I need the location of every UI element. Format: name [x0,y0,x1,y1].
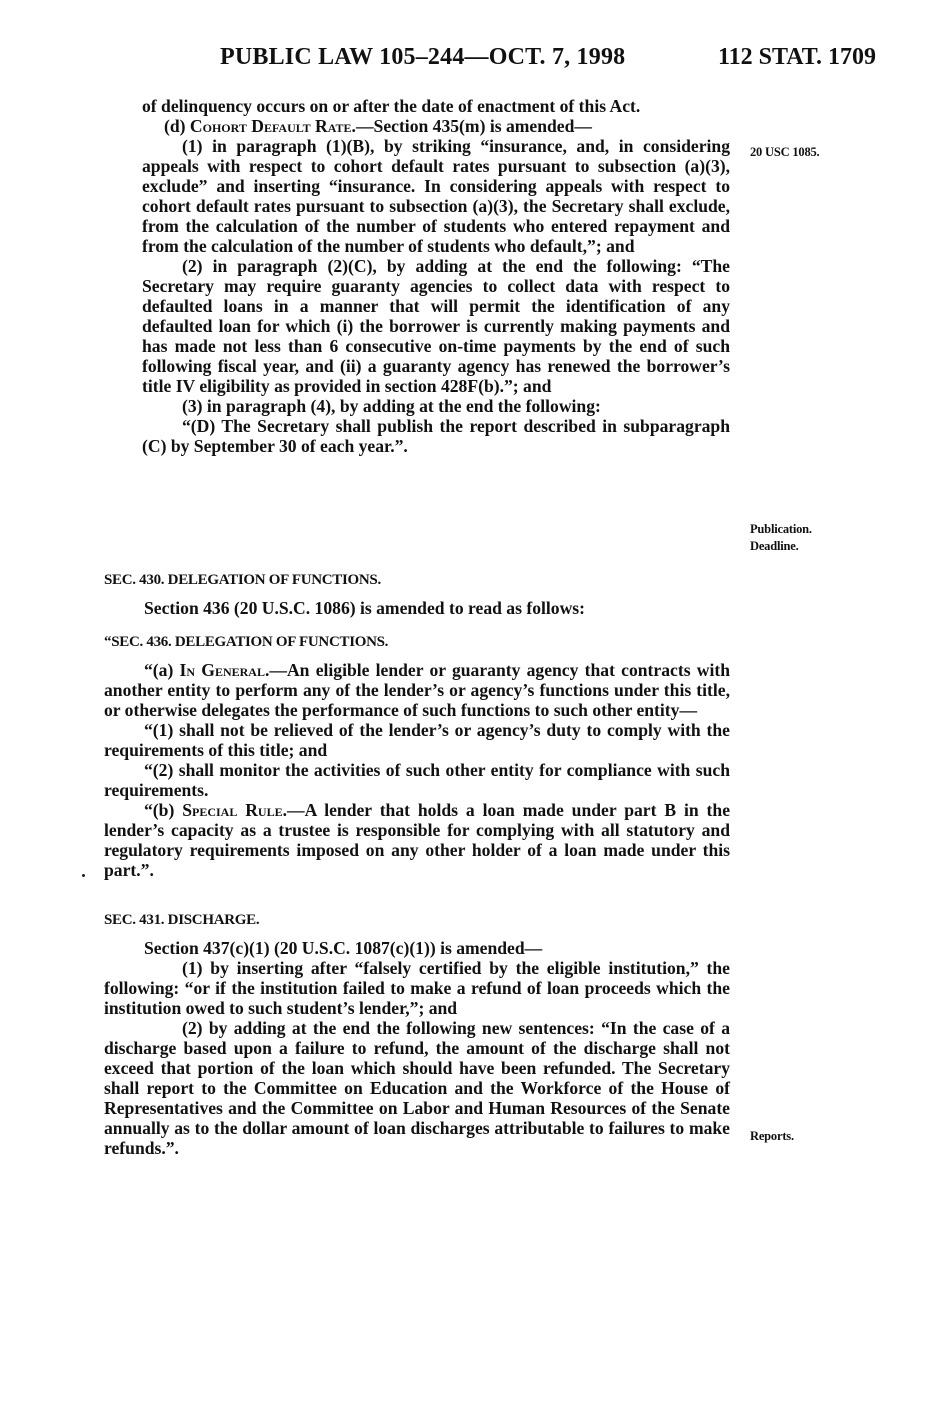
sec-431-body [104,938,730,1158]
sec-430-intro: Section 436 (20 U.S.C. 1086) is amended to read as follows: [144,598,585,618]
paragraph-2: (2) in paragraph (2)(C), by adding at the end the following: “The Secretary may require guaranty agencies to collect data with respect to defaulted loans in a manner that will permit the identification of any defaulted loan for which (i) the borrower is currently making payments and has made not less than 6 consecutive on-time payments by the end of such following fiscal year, and (ii) a guaranty agency has renewed the borrower’s title IV eligibility as provided in section 428F(b).”; and [142,256,730,396]
in-general-caps: In General [179,660,265,680]
margin-note-usc: 20 USC 1085. [750,145,820,159]
header-stat-page: 112 STAT. 1709 [717,44,876,70]
sec-436-a: “(a) In General.—An eligible lender or guaranty agency that contracts with another entity to perform any of the lender’s or agency’s functions under this title, or otherwise delegates the performance of such functions to such other entity— [104,660,730,720]
margin-note-publication: Publication. [750,522,812,536]
paragraph-1: (1) in paragraph (1)(B), by striking “insurance, and, in considering appeals with respect to cohort default rates pursuant to subsection (a)(3), exclude” and inserting “insurance. In considering appeals with respect to cohort default rates pursuant to subsection (a)(3), the Secretary shall exclude, from the calculation of the number of students who entered repayment and from the calculation of the number of students who default,”; and [142,136,730,256]
header-public-law: PUBLIC LAW 105–244—OCT. 7, 1998 [220,44,626,70]
paragraph-3-d: “(D) The Secretary shall publish the report described in subparagraph (C) by September 30 of each year.”. [142,416,730,456]
special-rule-caps: Special Rule [182,800,283,820]
subsection-d-heading: (d) Cohort Default Rate.—Section 435(m) is amended— [164,116,592,136]
sec-431-heading: SEC. 431. DISCHARGE. [104,912,260,928]
cohort-default-rate-caps: Cohort Default Rate [189,116,352,136]
sec-430-heading: SEC. 430. DELEGATION OF FUNCTIONS. [104,572,381,588]
sec-436-body [104,660,730,880]
top-body [142,96,730,456]
sec-431-intro: Section 437(c)(1) (20 U.S.C. 1087(c)(1)) is amended— [144,938,543,958]
sec-436-b: “(b) Special Rule.—A lender that holds a loan made under part B in the lender’s capacity as a trustee is responsible for complying with all statutory and regulatory requirements imposed on any other holder of a loan made under this part.”. [104,800,731,880]
paragraph-3: (3) in paragraph (4), by adding at the end the following: [182,396,601,416]
sec-436-a1: “(1) shall not be relieved of the lender’s or agency’s duty to comply with the requirements of this title; and [104,720,730,760]
sec-436-a2: “(2) shall monitor the activities of such other entity for compliance with such requirements. [104,760,730,800]
sec-430-intro-block [104,598,730,618]
page-header [0,44,946,84]
sec-431-p1: (1) by inserting after “falsely certified by the eligible institution,” the following: “or if the institution failed to make a refund of loan proceeds which the institution owed to such student’s lender,”; and [104,958,730,1018]
paragraph-delinquency: of delinquency occurs on or after the date of enactment of this Act. [142,96,641,116]
margin-note-deadline: Deadline. [750,539,799,553]
sec-436-heading: “SEC. 436. DELEGATION OF FUNCTIONS. [104,634,389,650]
margin-note-reports: Reports. [750,1129,794,1143]
sec-431-p2: (2) by adding at the end the following new sentences: “In the case of a discharge based upon a failure to refund, the amount of the discharge shall not exceed that portion of the loan which should have been refunded. The Secretary shall report to the Committee on Education and the Workforce of the House of Representatives and the Committee on Labor and Human Resources of the Senate annually as to the dollar amount of loan discharges attributable to failures to make refunds.”. [104,1018,730,1158]
scan-dot [82,874,85,877]
